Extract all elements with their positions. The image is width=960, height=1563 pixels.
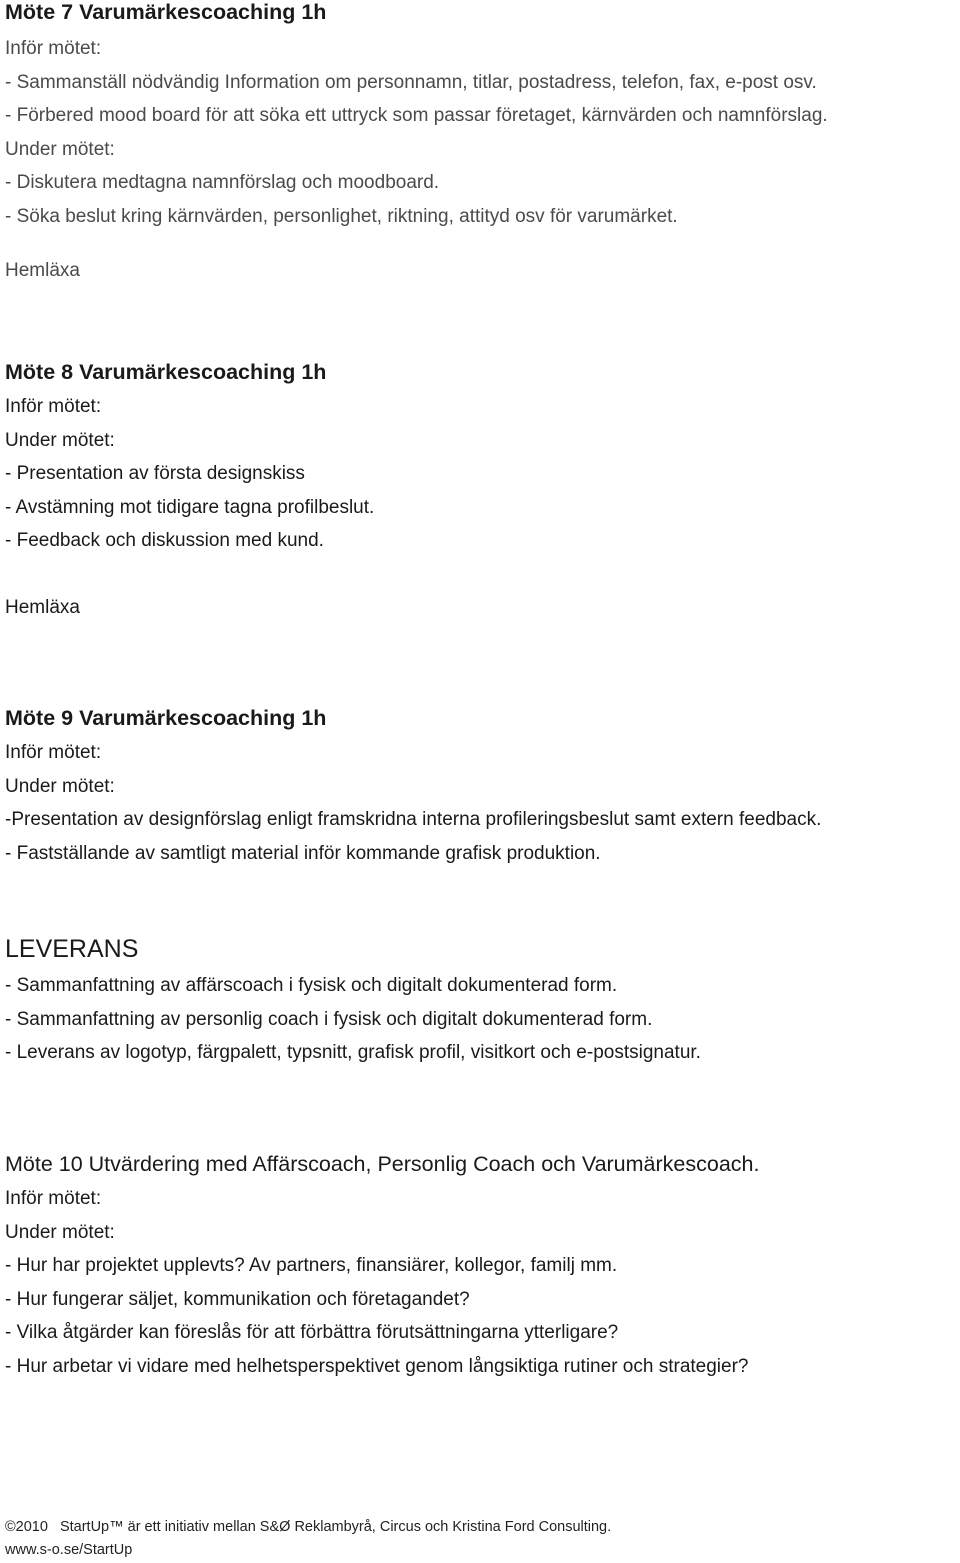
meeting-7-before-item: - Sammanställ nödvändig Information om personnamn, titlar, postadress, telefon, fax, e-post osv.: [5, 71, 817, 93]
footer-text: StartUp™ är ett initiativ mellan S&Ø Reklambyrå, Circus och Kristina Ford Consulting.: [59, 1519, 612, 1535]
meeting-8-before-label: Inför mötet:: [5, 396, 102, 417]
meeting-8-homework-label: Hemläxa: [5, 596, 80, 618]
meeting-9-before-label: Inför mötet:: [5, 742, 102, 763]
footer-url[interactable]: www.s-o.se/StartUp: [5, 1542, 133, 1558]
meeting-10-title: Möte 10 Utvärdering med Affärscoach, Personlig Coach och Varumärkescoach.: [5, 1152, 760, 1176]
meeting-9-during-item: -Presentation av designförslag enligt framskridna interna profileringsbeslut samt extern feedback.: [5, 809, 822, 831]
footer-credit: [5, 1516, 955, 1539]
meeting-7-before-label: Inför mötet:: [5, 38, 102, 59]
meeting-8-during-item: - Feedback och diskussion med kund.: [5, 530, 324, 552]
meeting-10-during-label: Under mötet:: [5, 1221, 115, 1243]
meeting-10-before-label: Inför mötet:: [5, 1188, 102, 1209]
meeting-10-during-item: - Vilka åtgärder kan föreslås för att förbättra förutsättningarna ytterligare?: [5, 1322, 619, 1344]
meeting-8-section: [5, 354, 374, 625]
meeting-7-during-item: - Diskutera medtagna namnförslag och moodboard.: [5, 172, 440, 194]
meeting-8-during-label: Under mötet:: [5, 429, 115, 451]
delivery-item: - Sammanfattning av personlig coach i fysisk och digitalt dokumenterad form.: [5, 1008, 653, 1030]
meeting-8-title: Möte 8 Varumärkescoaching 1h: [5, 360, 327, 384]
meeting-7-during-label: Under mötet:: [5, 138, 115, 160]
meeting-7-homework-label: Hemläxa: [5, 259, 80, 281]
meeting-9-during-label: Under mötet:: [5, 775, 115, 797]
meeting-10-during-item: - Hur arbetar vi vidare med helhetsperspektivet genom långsiktiga rutiner och strategier?: [5, 1355, 749, 1377]
meeting-9-title: Möte 9 Varumärkescoaching 1h: [5, 706, 327, 730]
meeting-10-during-item: - Hur har projektet upplevts? Av partners, finansiärer, kollegor, familj mm.: [5, 1255, 618, 1277]
meeting-7-before-item: - Förbered mood board för att söka ett uttryck som passar företaget, kärnvärden och namnförslag.: [5, 105, 828, 127]
meeting-9-during-item: - Fastställande av samtligt material inför kommande grafisk produktion.: [5, 842, 601, 864]
meeting-7-title: Möte 7 Varumärkescoaching 1h: [5, 0, 327, 24]
page-footer: [5, 1516, 955, 1562]
meeting-7-section: [5, 0, 828, 287]
meeting-8-during-item: - Avstämning mot tidigare tagna profilbeslut.: [5, 496, 375, 518]
delivery-title: LEVERANS: [5, 935, 139, 963]
meeting-8-during-item: - Presentation av första designskiss: [5, 463, 305, 485]
meeting-10-during-item: - Hur fungerar säljet, kommunikation och företagandet?: [5, 1288, 470, 1310]
meeting-7-during-item: - Söka beslut kring kärnvärden, personlighet, riktning, attityd osv för varumärket.: [5, 205, 678, 227]
delivery-section: [5, 929, 701, 1070]
delivery-item: - Leverans av logotyp, färgpalett, typsnitt, grafisk profil, visitkort och e-postsignatur.: [5, 1042, 701, 1064]
delivery-item: - Sammanfattning av affärscoach i fysisk och digitalt dokumenterad form.: [5, 975, 618, 996]
meeting-10-section: [5, 1146, 759, 1384]
meeting-9-section: [5, 700, 821, 870]
footer-copyright: ©2010: [5, 1519, 48, 1535]
